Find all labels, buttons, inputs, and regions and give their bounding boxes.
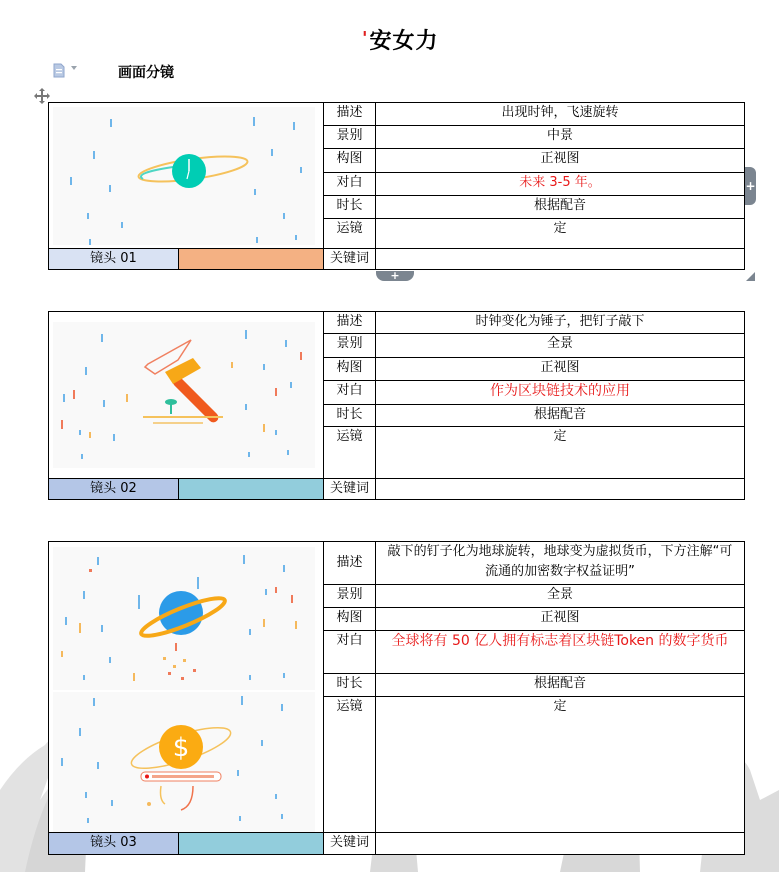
label-duration: 时长 [324, 405, 376, 427]
label-dialogue: 对白 [324, 173, 376, 196]
label-duration: 时长 [324, 196, 376, 219]
plus-icon: + [745, 179, 756, 193]
shot-color-swatch[interactable] [179, 833, 324, 855]
label-keywords: 关键词 [324, 249, 376, 270]
shot-color-swatch[interactable] [179, 249, 324, 270]
keywords-value[interactable] [376, 833, 745, 855]
dialogue-value[interactable]: 作为区块链技术的应用 [376, 381, 745, 405]
clock-spinning-illustration [53, 107, 315, 245]
composition-value[interactable]: 正视图 [376, 358, 745, 381]
shot-image-cell [49, 542, 324, 833]
shot-image-cell [49, 103, 324, 249]
label-camera-move: 运镜 [324, 696, 376, 832]
add-column-button[interactable] [745, 167, 756, 205]
label-composition: 构图 [324, 149, 376, 173]
document-icon[interactable] [53, 63, 65, 78]
label-composition: 构图 [324, 358, 376, 381]
hammer-nail-illustration [53, 322, 315, 468]
label-shot-size: 景别 [324, 126, 376, 149]
section-title: 画面分镜 [118, 65, 174, 81]
label-describe: 描述 [324, 103, 376, 126]
shot-color-swatch[interactable] [179, 479, 324, 500]
composition-value[interactable]: 正视图 [376, 149, 745, 173]
duration-value[interactable]: 根据配音 [376, 405, 745, 427]
label-shot-size: 景别 [324, 334, 376, 358]
add-row-button[interactable] [376, 271, 414, 281]
chevron-down-icon[interactable] [71, 66, 77, 70]
label-camera-move: 运镜 [324, 219, 376, 249]
camera-move-value[interactable]: 定 [376, 427, 745, 479]
duration-value[interactable]: 根据配音 [376, 674, 745, 696]
dialogue-value[interactable]: 未来 3-5 年。 [376, 173, 745, 196]
brand-logo [362, 24, 439, 55]
shot-name[interactable]: 镜头 02 [49, 479, 179, 500]
logo-text: 安女力 [369, 29, 439, 54]
describe-value[interactable]: 时钟变化为锤子，把钉子敲下 [376, 312, 745, 334]
camera-move-value[interactable]: 定 [376, 696, 745, 832]
storyboard-table-shot-01 [48, 102, 745, 270]
label-keywords: 关键词 [324, 479, 376, 500]
keywords-value[interactable] [376, 249, 745, 270]
dialogue-value[interactable]: 全球将有 50 亿人拥有标志着区块链Token 的数字货币 [376, 630, 745, 673]
table-resize-handle-icon[interactable] [746, 272, 755, 281]
storyboard-table-shot-02 [48, 311, 745, 500]
label-camera-move: 运镜 [324, 427, 376, 479]
storyboard-table-shot-03 [48, 541, 745, 855]
coin-illustration [53, 692, 315, 832]
shot-size-value[interactable]: 全景 [376, 585, 745, 607]
plus-icon: + [390, 269, 400, 282]
label-duration: 时长 [324, 674, 376, 696]
describe-value[interactable]: 出现时钟，飞速旋转 [376, 103, 745, 126]
label-dialogue: 对白 [324, 630, 376, 673]
shot-image-cell [49, 312, 324, 479]
keywords-value[interactable] [376, 479, 745, 500]
shot-name[interactable]: 镜头 01 [49, 249, 179, 270]
planet-spinning-illustration [53, 547, 315, 690]
describe-value[interactable]: 敲下的钉子化为地球旋转，地球变为虚拟货币，下方注解“可流通的加密数字权益证明” [376, 542, 745, 585]
svg-text:$: $ [172, 733, 190, 763]
label-dialogue: 对白 [324, 381, 376, 405]
label-describe: 描述 [324, 542, 376, 585]
label-describe: 描述 [324, 312, 376, 334]
logo-tick: ' [362, 28, 369, 49]
label-keywords: 关键词 [324, 833, 376, 855]
duration-value[interactable]: 根据配音 [376, 196, 745, 219]
label-shot-size: 景别 [324, 585, 376, 607]
shot-name[interactable]: 镜头 03 [49, 833, 179, 855]
label-composition: 构图 [324, 607, 376, 630]
camera-move-value[interactable]: 定 [376, 219, 745, 249]
shot-size-value[interactable]: 全景 [376, 334, 745, 358]
shot-size-value[interactable]: 中景 [376, 126, 745, 149]
composition-value[interactable]: 正视图 [376, 607, 745, 630]
